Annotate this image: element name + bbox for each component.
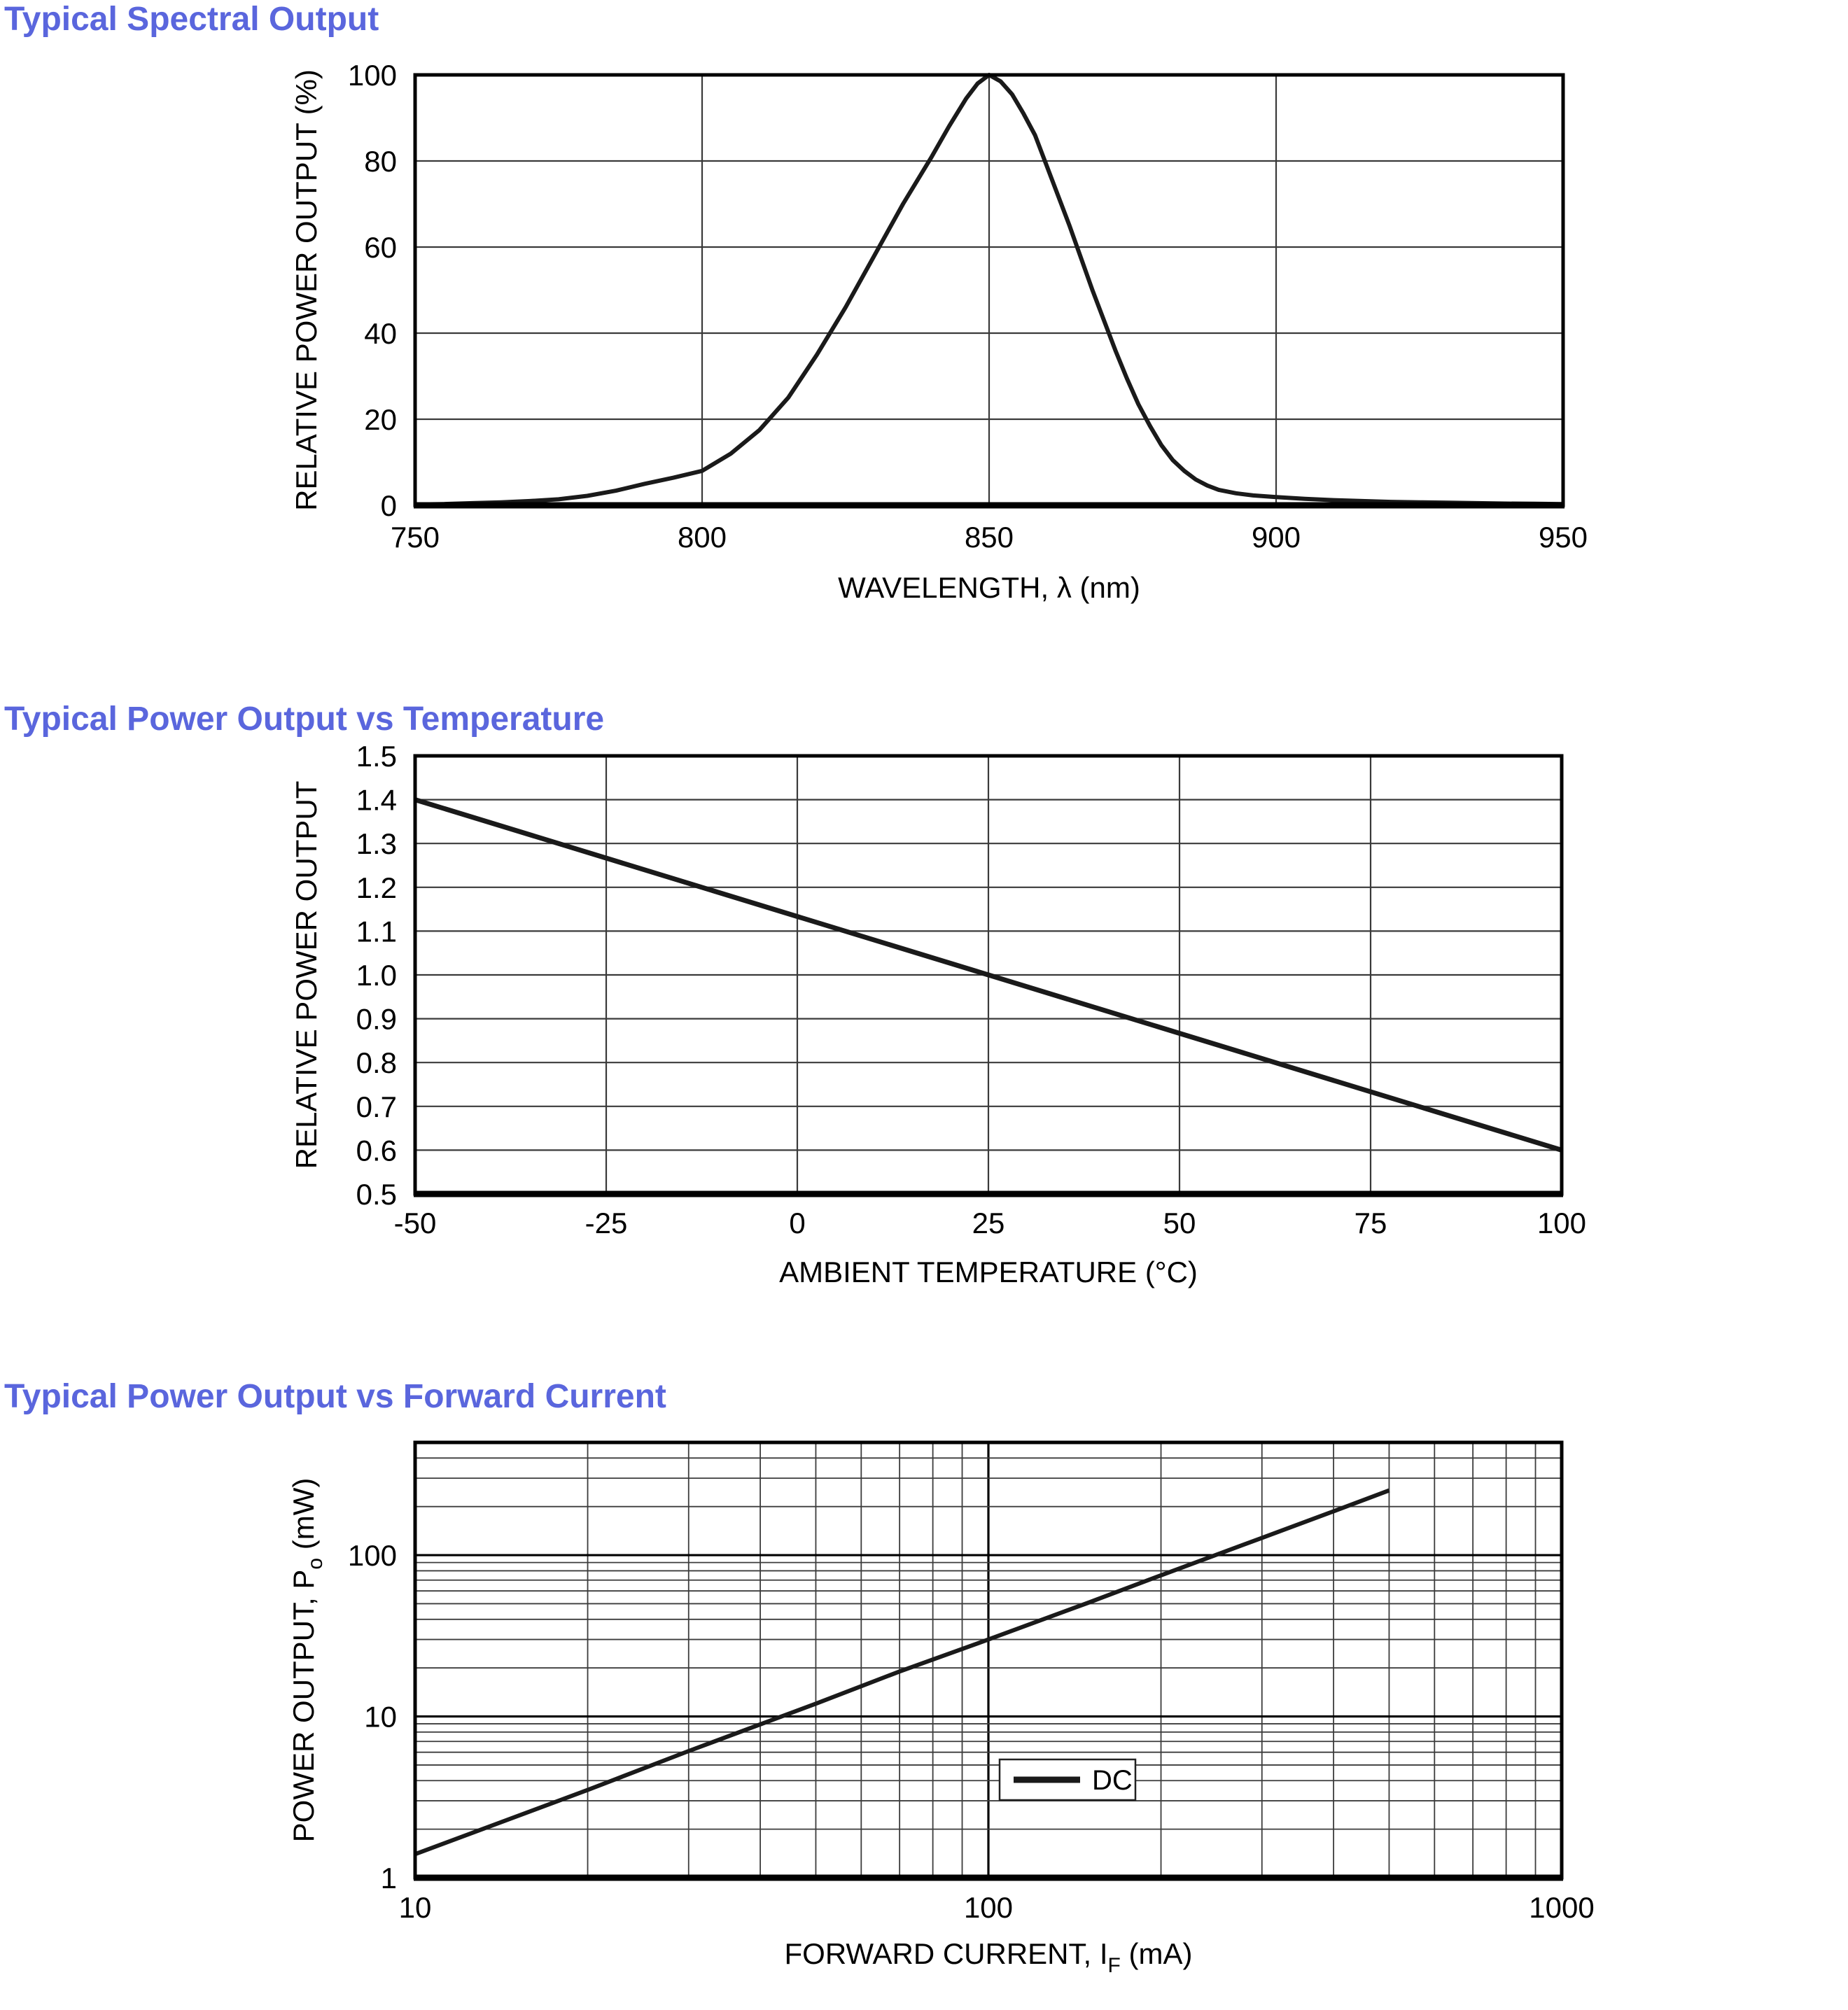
svg-text:750: 750: [390, 521, 440, 554]
svg-text:0: 0: [789, 1207, 806, 1239]
svg-text:1: 1: [380, 1862, 397, 1895]
x-axis-title: FORWARD CURRENT, $I_F$ (mA): [784, 1937, 1193, 1977]
x-axis-title: AMBIENT TEMPERATURE (°C): [779, 1256, 1198, 1288]
svg-text:0.8: 0.8: [356, 1046, 397, 1080]
svg-text:100: 100: [963, 1891, 1014, 1924]
svg-text:1.0: 1.0: [356, 959, 397, 992]
svg-text:10: 10: [398, 1891, 432, 1924]
y-axis-title: RELATIVE POWER OUTPUT: [290, 780, 323, 1169]
svg-text:950: 950: [1538, 521, 1588, 554]
svg-text:1.1: 1.1: [356, 915, 397, 948]
svg-text:1.2: 1.2: [356, 871, 397, 904]
svg-text:900: 900: [1251, 521, 1301, 554]
grid: [415, 1442, 1562, 1878]
svg-text:60: 60: [364, 231, 397, 264]
y-axis-title: RELATIVE POWER OUTPUT (%): [290, 69, 323, 511]
chart-title-spectral-output: Typical Spectral Output: [4, 1, 379, 38]
svg-text:800: 800: [677, 521, 727, 554]
chart-title-power-vs-forward-current: Typical Power Output vs Forward Current: [4, 1378, 666, 1415]
svg-text:0.6: 0.6: [356, 1134, 397, 1167]
svg-text:50: 50: [1163, 1207, 1196, 1239]
svg-text:-25: -25: [584, 1207, 628, 1239]
svg-text:1.4: 1.4: [356, 783, 397, 817]
svg-text:20: 20: [364, 403, 397, 436]
x-axis-title: WAVELENGTH, λ (nm): [838, 571, 1140, 604]
svg-text:1.5: 1.5: [356, 740, 397, 773]
y-axis-title: POWER OUTPUT, $P_o$ (mW): [287, 1477, 327, 1843]
svg-text:0: 0: [380, 489, 397, 522]
legend: [1000, 1759, 1135, 1800]
svg-text:40: 40: [364, 317, 397, 350]
svg-text:-50: -50: [393, 1207, 437, 1239]
svg-text:25: 25: [972, 1207, 1005, 1239]
svg-text:0.5: 0.5: [356, 1178, 397, 1211]
legend-label: DC: [1092, 1765, 1133, 1796]
svg-text:75: 75: [1354, 1207, 1387, 1239]
svg-text:0.7: 0.7: [356, 1090, 397, 1123]
svg-text:0.9: 0.9: [356, 1002, 397, 1036]
svg-text:1.3: 1.3: [356, 827, 397, 861]
svg-text:100: 100: [347, 59, 397, 92]
svg-text:80: 80: [364, 145, 397, 178]
svg-text:1000: 1000: [1529, 1891, 1595, 1924]
svg-text:10: 10: [364, 1700, 397, 1734]
svg-text:100: 100: [347, 1539, 397, 1573]
chart-title-power-vs-temperature: Typical Power Output vs Temperature: [4, 701, 605, 738]
series-line-DC: [415, 1491, 1390, 1855]
svg-text:850: 850: [964, 521, 1014, 554]
svg-text:100: 100: [1536, 1207, 1587, 1239]
